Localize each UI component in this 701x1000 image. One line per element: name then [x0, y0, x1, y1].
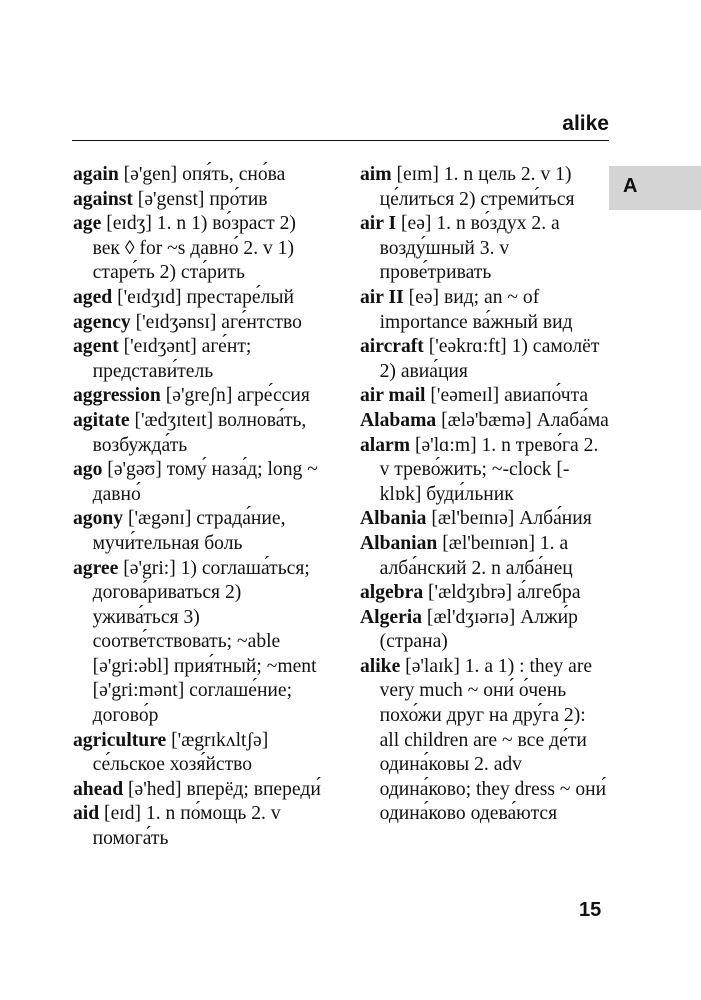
definition: ['eəkrɑ:ft] 1) самолёт 2) авиа́ция: [379, 336, 600, 382]
definition: [æl'beɪnɪən] 1. a алба́нский 2. n алба́нец: [379, 532, 573, 579]
headword: Albania: [360, 508, 427, 530]
headword: age: [73, 213, 102, 235]
guide-word: alike: [562, 112, 609, 135]
entry: [360, 286, 609, 335]
entry: [73, 458, 322, 507]
headword: again: [73, 164, 119, 185]
definition: [eə] 1. n во́здух 2. a возду́шный 3. v прове́тривать: [379, 213, 560, 284]
definition: [ə'gen] опя́ть, сно́ва: [118, 164, 286, 185]
entry: [360, 335, 609, 384]
entry: [73, 384, 322, 409]
entry: [73, 507, 322, 556]
header-rule: [72, 140, 609, 141]
entry: [360, 384, 609, 409]
entry: [360, 655, 609, 827]
definition: ['ægənɪ] страда́ние, мучи́тельная боль: [92, 508, 286, 554]
section-letter: A: [623, 175, 638, 197]
entry: [73, 163, 322, 188]
definition: [ə'hed] вперёд; впереди́: [123, 778, 321, 800]
definition: ['ældʒɪbrə] а́лгебра: [423, 582, 581, 604]
definition: [æl'beɪnɪə] Алба́ния: [426, 508, 592, 530]
entry: [73, 729, 322, 778]
definition: [ə'lɑ:m] 1. n трево́га 2. v трево́жить; ~-clock [-klɒk] буди́льник: [379, 434, 599, 505]
definition: [ælə'bæmə] Алаба́ма: [436, 409, 609, 431]
entry: [360, 581, 609, 606]
definition: [ə'gri:] 1) соглаша́ться; догова́риваться 2) ужива́ться 3) соотве́тствовать; ~able [ə'gri:əbl] прия́тный; ~ment [ə'gri:mənt] соглаше́ние; догово́р: [92, 557, 317, 727]
entry: [73, 311, 322, 336]
headword: ago: [73, 459, 103, 481]
entry: [73, 212, 322, 286]
headword: agony: [73, 508, 124, 530]
headword: algebra: [360, 582, 424, 604]
entry: [73, 188, 322, 213]
definition: ['ædʒɪteɪt] волнова́ть, возбужда́ть: [92, 409, 307, 456]
definition: ['eɪdʒɪd] престаре́лый: [112, 286, 295, 308]
headword: air II: [360, 286, 404, 308]
entry: [360, 507, 609, 532]
entry: [73, 409, 322, 458]
entry: [73, 802, 322, 851]
entry: [360, 212, 609, 286]
definition: [eə] вид; an ~ of importance ва́жный вид: [379, 286, 573, 333]
headword: aged: [73, 286, 113, 308]
definition: [eɪd] 1. n по́мощь 2. v помога́ть: [92, 803, 281, 850]
definition: [ə'gəʊ] тому́ наза́д; long ~ давно́: [92, 459, 318, 505]
headword: Albanian: [360, 532, 438, 554]
definition: [eɪdʒ] 1. n 1) во́зраст 2) век ◊ for ~s давно́ 2. v 1) старе́ть 2) ста́рить: [92, 213, 296, 284]
headword: Algeria: [360, 606, 423, 628]
headword: ahead: [73, 778, 124, 800]
right-column: [360, 163, 609, 827]
definition: [æl'dʒɪərɪə] Алжи́р (страна): [379, 606, 578, 653]
headword: alarm: [360, 434, 411, 456]
entry: [360, 434, 609, 508]
entry: [73, 335, 322, 384]
entry: [73, 778, 322, 803]
headword: agriculture: [73, 729, 167, 751]
entry: [73, 557, 322, 729]
headword: aircraft: [360, 336, 424, 358]
headword: Alabama: [360, 409, 437, 431]
headword: agree: [73, 557, 119, 579]
definition: [ə'greʃn] агре́ссия: [160, 385, 310, 407]
headword: agent: [73, 336, 119, 358]
entry: [73, 286, 322, 311]
definition: [eɪm] 1. n цель 2. v 1) це́литься 2) стреми́ться: [379, 164, 575, 210]
definition: ['eɪdʒənt] аге́нт; представи́тель: [92, 336, 252, 382]
entry: [360, 163, 609, 212]
headword: air mail: [360, 385, 426, 407]
entry: [360, 409, 609, 434]
headword: agency: [73, 311, 131, 333]
entry: [360, 532, 609, 581]
entry: [360, 606, 609, 655]
headword: agitate: [73, 409, 130, 431]
headword: alike: [360, 655, 401, 677]
thumb-index-tab: [609, 166, 701, 210]
page-number: 15: [579, 899, 602, 921]
definition: ['ægrɪkʌltʃə] се́льское хозя́йство: [92, 729, 269, 776]
definition: [ə'laɪk] 1. a 1) : they are very much ~ они́ о́чень похо́жи друг на дру́га 2): all children are ~ все де́ти одина́ковы 2. adv одина́ково; they dress ~ они́ одина́ково одева́ются: [379, 655, 607, 825]
headword: air I: [360, 213, 397, 235]
left-column: [73, 163, 322, 852]
definition: [ə'genst] про́тив: [132, 188, 268, 210]
headword: against: [73, 188, 133, 210]
definition: ['eəmeɪl] авиапо́чта: [425, 385, 589, 407]
headword: aggression: [73, 385, 161, 407]
headword: aim: [360, 164, 392, 185]
headword: aid: [73, 803, 100, 825]
definition: ['eɪdʒənsɪ] аге́нтство: [130, 311, 302, 333]
